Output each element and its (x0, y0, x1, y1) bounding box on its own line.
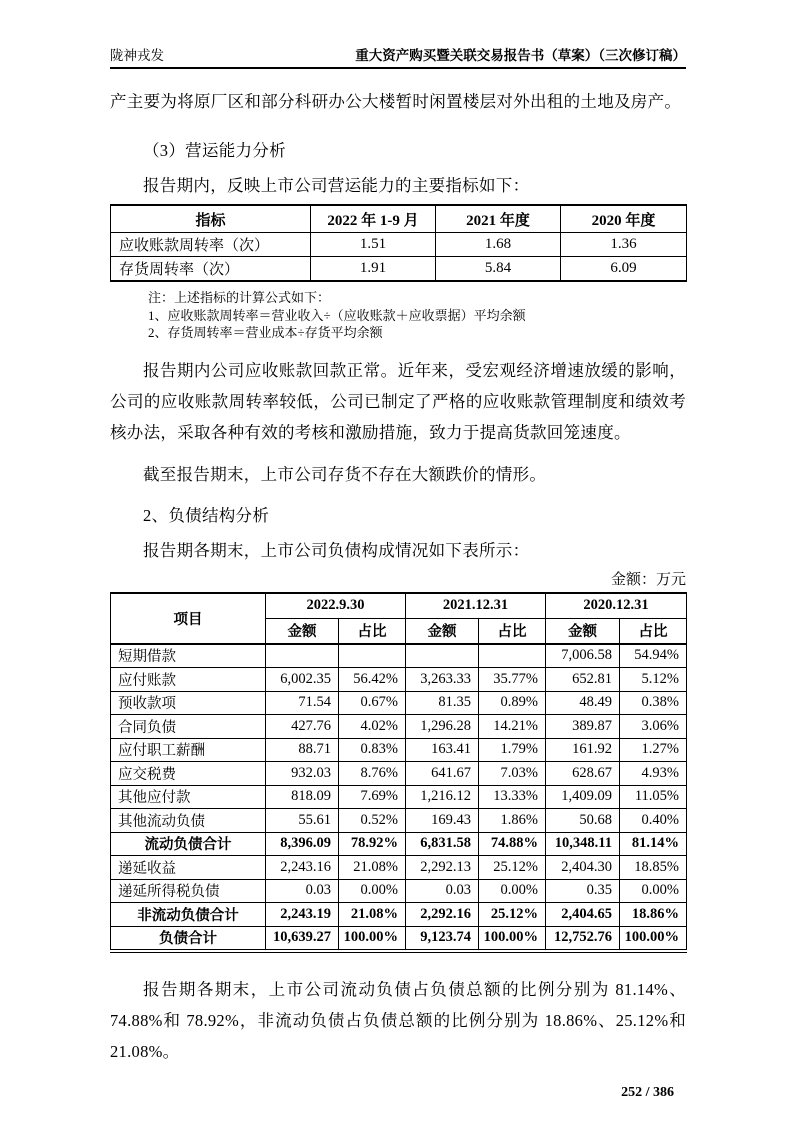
table-cell: 0.89% (479, 691, 546, 715)
table-row (111, 738, 687, 762)
table-cell: 2,404.65 (546, 903, 620, 927)
table-cell: 71.54 (266, 691, 339, 715)
row-label: 短期借款 (111, 644, 266, 668)
table-row (111, 233, 687, 257)
table-cell: 1.36 (561, 233, 687, 257)
table-notes (148, 289, 686, 342)
table-cell (406, 644, 479, 668)
table-cell: 25.12% (479, 856, 546, 880)
table-cell: 0.00% (620, 879, 687, 903)
table-cell: 641.67 (406, 762, 479, 786)
table-cell: 1.79% (479, 738, 546, 762)
table-cell: 4.02% (339, 715, 406, 739)
inventory-note-paragraph: 截至报告期末，上市公司存货不存在大额跌价的情形。 (143, 464, 547, 484)
table-cell: 0.38% (620, 691, 687, 715)
row-label: 递延收益 (111, 856, 266, 880)
operating-indicators-table (110, 204, 687, 282)
table-row (111, 809, 687, 833)
table-cell: 1.51 (311, 233, 436, 257)
table-cell: 55.61 (266, 809, 339, 833)
row-label: 非流动负债合计 (111, 903, 266, 927)
table-cell: 74.88% (479, 832, 546, 856)
table-row (111, 715, 687, 739)
table-cell (266, 644, 339, 668)
table-cell: 3.06% (620, 715, 687, 739)
table-cell: 0.35 (546, 879, 620, 903)
table-cell: 13.33% (479, 785, 546, 809)
column-header-period-2021: 2021.12.31 (406, 593, 546, 619)
page-number: 252 / 386 (621, 1085, 674, 1100)
column-header-ratio: 占比 (339, 618, 406, 644)
row-label: 负债合计 (111, 926, 266, 951)
table-row (111, 785, 687, 809)
table-total-row (111, 832, 687, 856)
table-cell: 1.68 (436, 233, 561, 257)
debt-summary-paragraph: 报告期各期末，上市公司流动负债占负债总额的比例分别为 81.14%、74.88%和 78.92%，非流动负债占负债总额的比例分别为 18.86%、25.12%和 21.08%。 (110, 980, 686, 1061)
table-cell: 1,216.12 (406, 785, 479, 809)
table-cell: 8.76% (339, 762, 406, 786)
column-header-period-2020: 2020.12.31 (546, 593, 687, 619)
table-cell: 88.71 (266, 738, 339, 762)
row-label: 应交税费 (111, 762, 266, 786)
table-cell: 50.68 (546, 809, 620, 833)
table-cell: 10,348.11 (546, 832, 620, 856)
table-cell: 0.52% (339, 809, 406, 833)
table-cell: 12,752.76 (546, 926, 620, 951)
row-label: 流动负债合计 (111, 832, 266, 856)
note-line: 2、存货周转率＝营业成本÷存货平均余额 (148, 325, 383, 340)
table-cell: 100.00% (339, 926, 406, 951)
table-cell: 0.67% (339, 691, 406, 715)
table-cell: 0.03 (406, 879, 479, 903)
table-cell: 5.12% (620, 668, 687, 692)
table-cell: 161.92 (546, 738, 620, 762)
table-cell: 9,123.74 (406, 926, 479, 951)
table-cell: 0.00% (339, 879, 406, 903)
heading-debt-structure: 2、负债结构分析 (143, 505, 270, 525)
table-cell (479, 644, 546, 668)
table-cell: 0.40% (620, 809, 687, 833)
table-cell: 56.42% (339, 668, 406, 692)
column-header-indicator: 指标 (111, 205, 311, 233)
table-unit-label: 金额：万元 (610, 571, 686, 588)
table-cell: 100.00% (620, 926, 687, 951)
table-cell: 7.69% (339, 785, 406, 809)
table-row (111, 691, 687, 715)
row-label: 合同负债 (111, 715, 266, 739)
table-cell: 2,243.19 (266, 903, 339, 927)
note-line: 注：上述指标的计算公式如下： (148, 290, 331, 305)
table-cell: 163.41 (406, 738, 479, 762)
table-row (111, 257, 687, 282)
table-cell: 818.09 (266, 785, 339, 809)
table-row (111, 856, 687, 880)
row-label: 其他流动负债 (111, 809, 266, 833)
row-label: 递延所得税负债 (111, 879, 266, 903)
table-cell: 652.81 (546, 668, 620, 692)
heading-operating-capability: （3）营运能力分析 (143, 141, 286, 160)
table-cell: 35.77% (479, 668, 546, 692)
table-cell: 81.14% (620, 832, 687, 856)
table-cell: 5.84 (436, 257, 561, 282)
table-cell: 54.94% (620, 644, 687, 668)
table-cell: 7.03% (479, 762, 546, 786)
table-cell: 0.03 (266, 879, 339, 903)
column-header-period-2022: 2022.9.30 (266, 593, 406, 619)
column-header-ratio: 占比 (479, 618, 546, 644)
row-label: 预收款项 (111, 691, 266, 715)
debt-lead-paragraph: 报告期各期末，上市公司负债构成情况如下表所示： (143, 540, 530, 560)
table-cell: 0.83% (339, 738, 406, 762)
table-header-row (111, 205, 687, 233)
receivables-analysis-paragraph: 报告期内公司应收账款回款正常。近年来，受宏观经济增速放缓的影响，公司的应收账款周转率较低，公司已制定了严格的应收账款管理制度和绩效考核办法，采取各种有效的考核和激励措施，致力于提高货款回笼速度。 (110, 360, 686, 442)
table-cell: 2,292.16 (406, 903, 479, 927)
table-cell: 6,002.35 (266, 668, 339, 692)
table-cell: 48.49 (546, 691, 620, 715)
table-cell: 18.86% (620, 903, 687, 927)
column-header-2021: 2021 年度 (436, 205, 561, 233)
table-cell: 0.00% (479, 879, 546, 903)
table-cell: 6,831.58 (406, 832, 479, 856)
table-total-row (111, 903, 687, 927)
table-cell: 628.67 (546, 762, 620, 786)
header-company-name: 陇神戎发 (110, 48, 164, 63)
table-cell: 169.43 (406, 809, 479, 833)
table-cell: 10,639.27 (266, 926, 339, 951)
table-cell: 1,409.09 (546, 785, 620, 809)
table-cell (339, 644, 406, 668)
operating-lead-paragraph: 报告期内，反映上市公司营运能力的主要指标如下： (143, 176, 530, 195)
table-cell: 1.86% (479, 809, 546, 833)
row-label: 存货周转率（次） (111, 257, 311, 282)
table-cell: 2,243.16 (266, 856, 339, 880)
table-cell: 427.76 (266, 715, 339, 739)
table-row (111, 644, 687, 668)
table-cell: 100.00% (479, 926, 546, 951)
table-cell: 14.21% (479, 715, 546, 739)
table-cell: 81.35 (406, 691, 479, 715)
table-cell: 1.27% (620, 738, 687, 762)
row-label: 应付职工薪酬 (111, 738, 266, 762)
table-row (111, 668, 687, 692)
running-header (110, 0, 686, 69)
table-cell: 6.09 (561, 257, 687, 282)
intro-paragraph: 产主要为将原厂区和部分科研办公大楼暂时闲置楼层对外出租的土地及房产。 (110, 92, 682, 111)
table-cell: 4.93% (620, 762, 687, 786)
table-cell: 932.03 (266, 762, 339, 786)
column-header-amount: 金额 (546, 618, 620, 644)
table-row (111, 879, 687, 903)
note-line: 1、应收账款周转率＝营业收入÷（应收账款＋应收票据）平均余额 (148, 307, 526, 323)
row-label: 应付账款 (111, 668, 266, 692)
table-cell: 389.87 (546, 715, 620, 739)
column-header-amount: 金额 (406, 618, 479, 644)
column-header-ratio: 占比 (620, 618, 687, 644)
table-cell: 2,404.30 (546, 856, 620, 880)
column-header-2020: 2020 年度 (561, 205, 687, 233)
header-doc-title: 重大资产购买暨关联交易报告书（草案）（三次修订稿） (355, 48, 686, 63)
table-cell: 2,292.13 (406, 856, 479, 880)
row-label: 应收账款周转率（次） (111, 233, 311, 257)
table-cell: 21.08% (339, 903, 406, 927)
table-cell: 18.85% (620, 856, 687, 880)
table-cell: 3,263.33 (406, 668, 479, 692)
table-cell: 21.08% (339, 856, 406, 880)
table-cell: 78.92% (339, 832, 406, 856)
table-header-row (111, 593, 687, 619)
column-header-amount: 金额 (266, 618, 339, 644)
column-header-item: 项目 (111, 593, 266, 644)
table-total-row (111, 926, 687, 951)
table-cell: 8,396.09 (266, 832, 339, 856)
row-label: 其他应付款 (111, 785, 266, 809)
table-cell: 1,296.28 (406, 715, 479, 739)
table-cell: 11.05% (620, 785, 687, 809)
table-cell: 25.12% (479, 903, 546, 927)
debt-composition-table (110, 592, 687, 954)
table-row (111, 762, 687, 786)
table-cell: 7,006.58 (546, 644, 620, 668)
table-cell: 1.91 (311, 257, 436, 282)
column-header-2022: 2022 年 1-9 月 (311, 205, 436, 233)
